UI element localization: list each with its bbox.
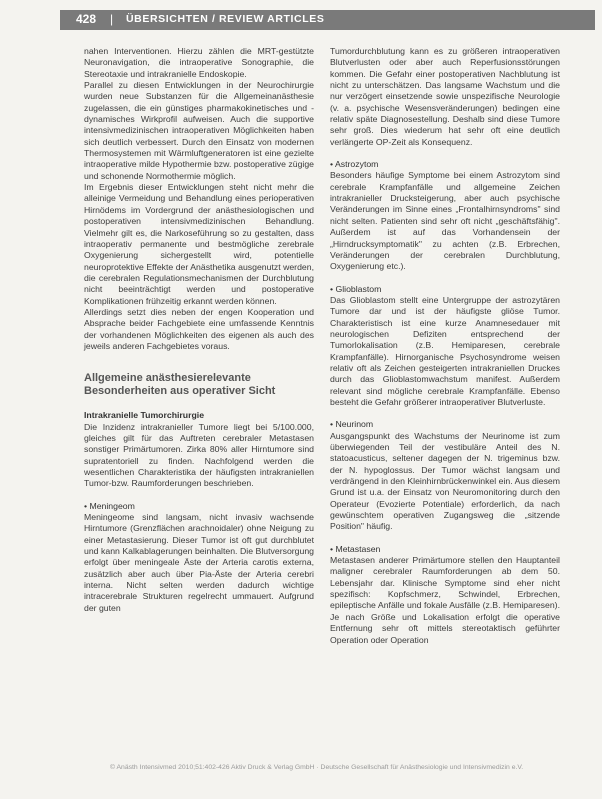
paragraph: Das Glioblastom stellt eine Untergruppe der astrozytären Tumore dar und ist der häufigste gliöse Tumor. Charakteristisch ist eine kurze Anamnesedauer mit neurologischen Defiziten entsprechend der Tumorlokalisation (z.B. Hemiparesen, cerebrale Krampfanfälle). Hirnorganische Psychosyndrome weisen relativ oft als Zeichen gesteigerten intrakraniellen Druckes durch das Glioblastomwachstum manifest. Außerdem relevant sind mögliche cerebrale Krampfanfälle. Ebenso besteht die Gefahr größerer intraoperativer Blutverluste. [330, 294, 560, 407]
paragraph: Parallel zu diesen Entwicklungen in der Neurochirurgie wurden neue Substanzen für die Allgemeinanästhesie zugelassen, die ein günstiges pharmakokinetisches und -dynamisches Wirkprofil aufweisen. Auch die supportive intensivmedizinischen intraoperativen Möglichkeiten haben sich deutlich verbessert. Durch den Einsatz von modernen Thermosystemen mit Wärmluftgeneratoren ist eine gezielte intraoperative milde Hypothermie bzw. postoperative zügige und schonende Normothermie möglich. [84, 80, 314, 181]
bullet-heading: • Astrozytom [330, 159, 379, 170]
bullet-heading: • Glioblastom [330, 283, 382, 294]
right-column [330, 46, 560, 646]
paragraph: Die Inzidenz intrakranieller Tumore liegt bei 5/100.000, gleiches gilt für das Auftreten cerebraler Metastasen sonstiger Primärtumoren. Zirka 80% aller Hirntumore sind supratentoriell zu finden. Nachfolgend werden die wesentlichen Charakteristika der häufigsten intrakraniellen Tumor-bzw. Raumforderungen beschrieben. [84, 421, 314, 489]
paragraph: Meningeome sind langsam, nicht invasiv wachsende Hirntumore (Grenzflächen arachnoidaler) ohne Neigung zu einer Metastasierung. Dieser Tumor ist oft gut durchblutet und kann Kalkablagerungen beinhalten. Die Blutversorgung erfolgt über meningeale Äste der Arteria carotis externa, zusätzlich aber auch über Pia-Äste der Arteria cerebri interna. Nicht selten werden dadurch wichtige intracerebrale Strukturen regelrecht ummauert. Aufgrund der guten [84, 512, 314, 613]
bullet-heading: • Meningeom [84, 500, 135, 511]
bullet-heading: • Neurinom [330, 419, 374, 430]
header-title: ÜBERSICHTEN / REVIEW ARTICLES [126, 13, 325, 25]
paragraph: Besonders häufige Symptome bei einem Astrozytom sind cerebrale Krampfanfälle und allgemeine Zeichen intrakranieller Drucksteigerung, aber auch psychische Veränderungen im Sinne eines „Frontalhirnsyndroms" sind nicht selten. Patienten sind sehr oft nicht „geschäftsfähig". Außerdem ist auf das Vorhandensein der „Hirndrucksymptomatik" zu achten (z.B. Erbrechen, Veränderungen der cerebralen Durchblutung, Oxygenierung etc.). [330, 170, 560, 272]
footer-citation: © Anästh Intensivmed 2010;51:402-426 Aktiv Druck & Verlag GmbH · Deutsche Gesellschaft für Anästhesiologie und Intensivmedizin e.V. [110, 764, 524, 771]
paragraph: nahen Interventionen. Hierzu zählen die MRT-gestützte Neuronavigation, die intraoperative Sonographie, die Stereotaxie und intrakranielle Endoskopie. [84, 46, 314, 79]
bullet-heading: • Metastasen [330, 543, 381, 554]
paragraph: Tumordurchblutung kann es zu größeren intraoperativen Blutverlusten oder aber auch Reperfusionsstörungen kommen. Die Gefahr einer postoperativen Nachblutung ist nicht zu unterschätzen. Das langsame Wachstum und die nur verzögert einsetzende sowie unspezifische Neurologie (v. a. psychische Wesensveränderungen) bedingen eine relativ späte Diagnosestellung. Deshalb sind diese Tumore sehr groß. Dies wiederum hat sehr oft eine deutlich verlängerte OP-Zeit als Konsequenz. [330, 46, 560, 147]
left-column [84, 46, 314, 614]
subheading: Intrakranielle Tumorchirurgie [84, 410, 205, 421]
paragraph: Ausgangspunkt des Wachstums der Neurinome ist zum überwiegenden Teil der vestibuläre Anteil des N. statoacusticus, seltener dagegen der N. trigeminus bzw. der N. hypoglossus. Der Tumor wächst langsam und verdrängend in den Kleinhirnbrückenwinkel ein. Aus diesem Grund ist u.a. der Einsatz von Neuromonitoring durch den Operateur (Evozierte Potentiale) erforderlich, da nach gewünschtem operativen Zugangsweg die „sitzende Position" häufig. [330, 430, 560, 532]
paragraph: Allerdings setzt dies neben der engen Kooperation und Absprache beider Fachgebiete eine umfassende Kenntnis der vorhandenen Möglichkeiten des eigenen als auch des jeweils anderen Fachgebietes voraus. [84, 306, 314, 351]
section-title: Allgemeine anästhesierelevante Besonderheiten aus operativer Sicht [84, 372, 276, 398]
paragraph: Metastasen anderer Primärtumore stellen den Hauptanteil maligner cerebraler Raumforderungen ab dem 50. Lebensjahr dar. Klinische Symptome sind eher nicht spezifisch: Kopfschmerz, Schwindel, Erbrechen, epileptische Anfälle und fokale Ausfälle (z.B. Hemiparesen). Je nach Größe und Lokalisation erfolgt die operative Entfernung sehr oft mittels stereotaktisch geführter Operation oder Operation [330, 555, 560, 645]
running-header [60, 10, 595, 30]
paragraph: Im Ergebnis dieser Entwicklungen steht nicht mehr die alleinige Vermeidung und Behandlung eines perioperativen Hirnödems im Vordergrund der anästhesiologischen und postoperativen intensivmedizinischen Behandlung. Vielmehr gilt es, die Narkoseführung so zu gestalten, dass intraoperativ permanente und bestmögliche zerebrale Oxygenierung sichergestellt wird, potentielle neuroprotektive Effekte der Anästhetika ausgenutzt werden, die cerebralen Regulationsmechanismen der Durchblutung nicht beeinträchtigt werden und postoperative Komplikationen frühzeitig erkannt werden können. [84, 182, 314, 306]
page-number: 428 [76, 12, 97, 26]
header-separator: | [110, 12, 114, 26]
